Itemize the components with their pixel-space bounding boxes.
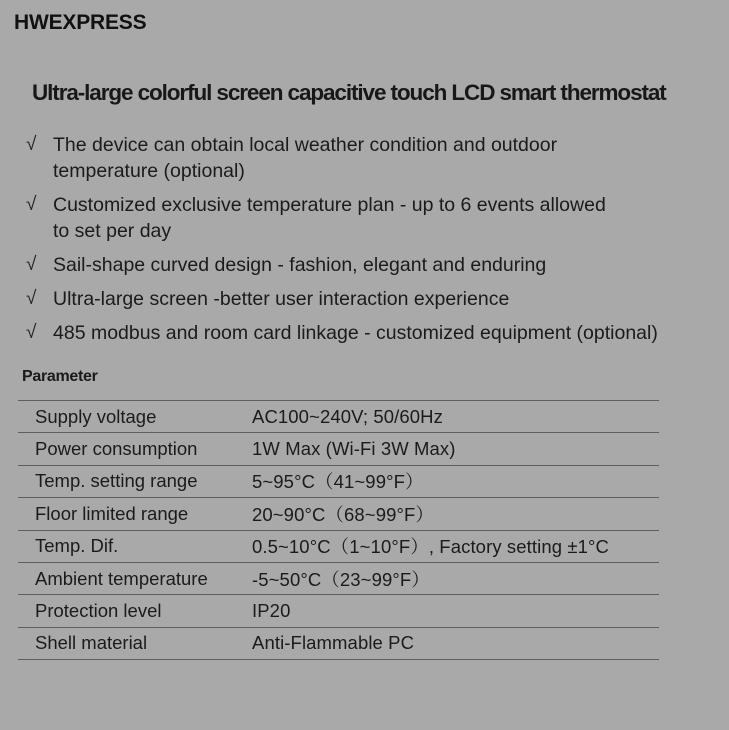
table-row [18, 466, 659, 498]
parameter-value: 1W Max (Wi-Fi 3W Max) [252, 438, 456, 460]
parameter-value: 0.5~10°C（1~10°F）, Factory setting ±1°C [252, 536, 609, 558]
page-headline: Ultra-large colorful screen capacitive touch LCD smart thermostat [32, 80, 666, 105]
feature-item [26, 252, 726, 278]
feature-item [26, 192, 726, 244]
check-mark-icon: √ [26, 134, 37, 155]
check-mark-icon: √ [26, 322, 37, 343]
feature-list [26, 132, 726, 354]
parameter-label: Temp. Dif. [35, 535, 119, 557]
parameter-value: AC100~240V; 50/60Hz [252, 405, 443, 427]
parameter-section-title: Parameter [22, 368, 98, 385]
check-mark-icon: √ [26, 288, 37, 309]
check-mark-icon: √ [26, 194, 37, 215]
feature-item [26, 320, 726, 346]
feature-text-line: 485 modbus and room card linkage - customized equipment (optional) [53, 322, 658, 344]
parameter-label: Floor limited range [35, 502, 189, 524]
table-row [18, 595, 659, 627]
table-row [18, 433, 659, 465]
parameter-label: Shell material [35, 632, 148, 654]
table-row [18, 531, 659, 563]
brand-logo-text: HWEXPRESS [14, 11, 147, 34]
check-mark-icon: √ [26, 254, 37, 275]
feature-text-line: The device can obtain local weather condition and outdoor [53, 134, 558, 156]
feature-item [26, 132, 726, 184]
parameter-value: IP20 [252, 600, 291, 622]
feature-text-line: temperature (optional) [53, 160, 245, 182]
feature-item [26, 286, 726, 312]
parameter-label: Protection level [35, 600, 162, 622]
feature-text-line: Sail-shape curved design - fashion, elegant and enduring [53, 254, 547, 276]
parameter-label: Ambient temperature [35, 567, 208, 589]
table-row [18, 563, 659, 595]
parameter-value: 5~95°C（41~99°F） [252, 471, 424, 493]
parameter-value: Anti-Flammable PC [252, 632, 415, 654]
table-row [18, 628, 659, 660]
feature-text-line: Customized exclusive temperature plan - up to 6 events allowed [53, 194, 606, 216]
parameter-table [18, 400, 659, 660]
table-row [18, 401, 659, 433]
parameter-value: -5~50°C（23~99°F） [252, 568, 430, 590]
parameter-label: Power consumption [35, 438, 198, 460]
table-row [18, 498, 659, 530]
parameter-label: Supply voltage [35, 405, 157, 427]
feature-text-line: Ultra-large screen -better user interaction experience [53, 288, 510, 310]
parameter-label: Temp. setting range [35, 470, 198, 492]
feature-text-line: to set per day [53, 220, 172, 242]
parameter-value: 20~90°C（68~99°F） [252, 503, 434, 525]
